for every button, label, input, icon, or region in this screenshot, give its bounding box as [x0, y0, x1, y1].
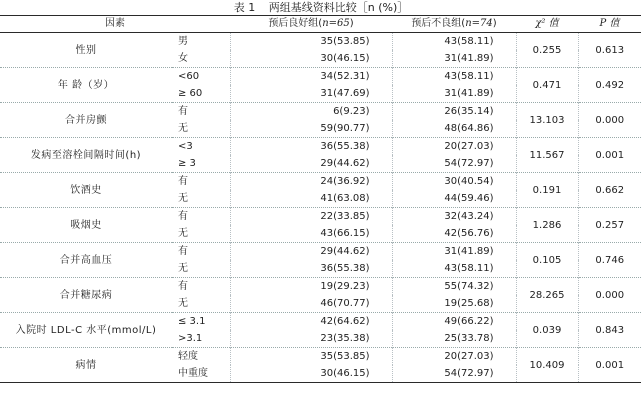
- chi2-cell: 1.286: [516, 208, 578, 243]
- good-group-cell: 34(52.31): [230, 68, 392, 86]
- factor-cell: 入院时 LDL-C 水平(mmol/L): [0, 313, 172, 348]
- poor-group-cell: 20(27.03): [392, 138, 516, 156]
- good-group-cell: 19(29.23): [230, 278, 392, 296]
- chi2-cell: 0.191: [516, 173, 578, 208]
- factor-cell: 年 龄（岁）: [0, 68, 172, 103]
- table-caption: [0, 0, 642, 15]
- chi2-cell: 13.103: [516, 103, 578, 138]
- p-value-cell: 0.662: [578, 173, 641, 208]
- poor-group-cell: 44(59.46): [392, 190, 516, 208]
- table-title: 两组基线资料比较［n (%)］: [268, 1, 409, 14]
- header-good-group: 预后良好组(n=65): [230, 16, 392, 33]
- header-row: [0, 16, 641, 33]
- poor-group-cell: 48(64.86): [392, 120, 516, 138]
- p-value-cell: 0.001: [578, 138, 641, 173]
- poor-group-cell: 25(33.78): [392, 330, 516, 348]
- poor-group-cell: 43(58.11): [392, 260, 516, 278]
- chi2-cell: 0.255: [516, 33, 578, 68]
- header-chi2: χ² 值: [516, 16, 578, 33]
- poor-group-cell: 31(41.89): [392, 85, 516, 103]
- table-row: [0, 68, 641, 86]
- good-group-cell: 41(63.08): [230, 190, 392, 208]
- poor-group-cell: 54(72.97): [392, 365, 516, 383]
- good-group-cell: 6(9.23): [230, 103, 392, 121]
- good-group-cell: 42(64.62): [230, 313, 392, 331]
- chi2-cell: 10.409: [516, 348, 578, 383]
- factor-cell: 合并高血压: [0, 243, 172, 278]
- level-cell: 有: [172, 173, 230, 191]
- table-row: [0, 173, 641, 191]
- chi2-cell: 11.567: [516, 138, 578, 173]
- level-cell: 中重度: [172, 365, 230, 383]
- table-row: [0, 348, 641, 366]
- poor-group-cell: 43(58.11): [392, 33, 516, 51]
- factor-cell: 病情: [0, 348, 172, 383]
- level-cell: ≤ 3.1: [172, 313, 230, 331]
- level-cell: ≥ 60: [178, 88, 203, 99]
- p-value-cell: 0.746: [578, 243, 641, 278]
- good-group-cell: 35(53.85): [230, 33, 392, 51]
- p-value-cell: 0.843: [578, 313, 641, 348]
- p-value-cell: 0.001: [578, 348, 641, 383]
- level-cell: ≥ 3: [178, 158, 196, 169]
- level-cell: 男: [172, 33, 230, 51]
- factor-cell: 吸烟史: [0, 208, 172, 243]
- factor-cell: 发病至溶栓间隔时间(h): [0, 138, 172, 173]
- good-group-cell: 43(66.15): [230, 225, 392, 243]
- good-group-cell: 31(47.69): [230, 85, 392, 103]
- good-group-cell: 29(44.62): [230, 243, 392, 261]
- p-value-cell: 0.257: [578, 208, 641, 243]
- level-cell: 无: [178, 228, 188, 239]
- table-number: 表 1: [233, 1, 256, 14]
- header-p: P 值: [578, 16, 641, 33]
- table-row: [0, 243, 641, 261]
- good-group-cell: 46(70.77): [230, 295, 392, 313]
- chi2-cell: 0.105: [516, 243, 578, 278]
- poor-group-cell: 54(72.97): [392, 155, 516, 173]
- level-cell: 无: [178, 193, 188, 204]
- level-cell: 有: [172, 103, 230, 121]
- good-group-cell: 30(46.15): [230, 365, 392, 383]
- poor-group-cell: 26(35.14): [392, 103, 516, 121]
- level-cell: 有: [172, 278, 230, 296]
- table-row: [0, 208, 641, 226]
- level-cell: 女: [178, 53, 188, 64]
- level-cell: <60: [172, 68, 230, 86]
- poor-group-cell: 31(41.89): [392, 50, 516, 68]
- table-row: [0, 278, 641, 296]
- good-group-cell: 35(53.85): [230, 348, 392, 366]
- poor-group-cell: 30(40.54): [392, 173, 516, 191]
- factor-cell: 饮酒史: [0, 173, 172, 208]
- p-value-cell: 0.000: [578, 103, 641, 138]
- poor-group-cell: 43(58.11): [392, 68, 516, 86]
- table-row: [0, 103, 641, 121]
- good-group-cell: 36(55.38): [230, 138, 392, 156]
- p-value-cell: 0.492: [578, 68, 641, 103]
- level-cell: >3.1: [178, 333, 203, 344]
- level-cell: 无: [178, 263, 188, 274]
- good-group-cell: 24(36.92): [230, 173, 392, 191]
- level-cell: 无: [178, 123, 188, 134]
- chi2-cell: 0.471: [516, 68, 578, 103]
- poor-group-cell: 20(27.03): [392, 348, 516, 366]
- good-group-cell: 36(55.38): [230, 260, 392, 278]
- good-group-cell: 22(33.85): [230, 208, 392, 226]
- factor-cell: 合并房颤: [0, 103, 172, 138]
- level-cell: <3: [172, 138, 230, 156]
- poor-group-cell: 42(56.76): [392, 225, 516, 243]
- table-row: [0, 138, 641, 156]
- good-group-cell: 30(46.15): [230, 50, 392, 68]
- level-cell: 轻度: [172, 348, 230, 366]
- chi2-cell: 0.039: [516, 313, 578, 348]
- p-value-cell: 0.000: [578, 278, 641, 313]
- table-row: [0, 313, 641, 331]
- level-cell: 无: [178, 298, 188, 309]
- poor-group-cell: 49(66.22): [392, 313, 516, 331]
- factor-cell: 性别: [0, 33, 172, 68]
- poor-group-cell: 31(41.89): [392, 243, 516, 261]
- header-poor-group: 预后不良组(n=74): [392, 16, 516, 33]
- table-row: [0, 33, 641, 51]
- factor-cell: 合并糖尿病: [0, 278, 172, 313]
- level-cell: 有: [172, 208, 230, 226]
- header-factor: 因素: [0, 16, 230, 33]
- table-body: [0, 33, 641, 383]
- good-group-cell: 59(90.77): [230, 120, 392, 138]
- p-value-cell: 0.613: [578, 33, 641, 68]
- level-cell: 有: [172, 243, 230, 261]
- poor-group-cell: 32(43.24): [392, 208, 516, 226]
- good-group-cell: 23(35.38): [230, 330, 392, 348]
- poor-group-cell: 19(25.68): [392, 295, 516, 313]
- chi2-cell: 28.265: [516, 278, 578, 313]
- poor-group-cell: 55(74.32): [392, 278, 516, 296]
- baseline-comparison-table: [0, 15, 641, 383]
- good-group-cell: 29(44.62): [230, 155, 392, 173]
